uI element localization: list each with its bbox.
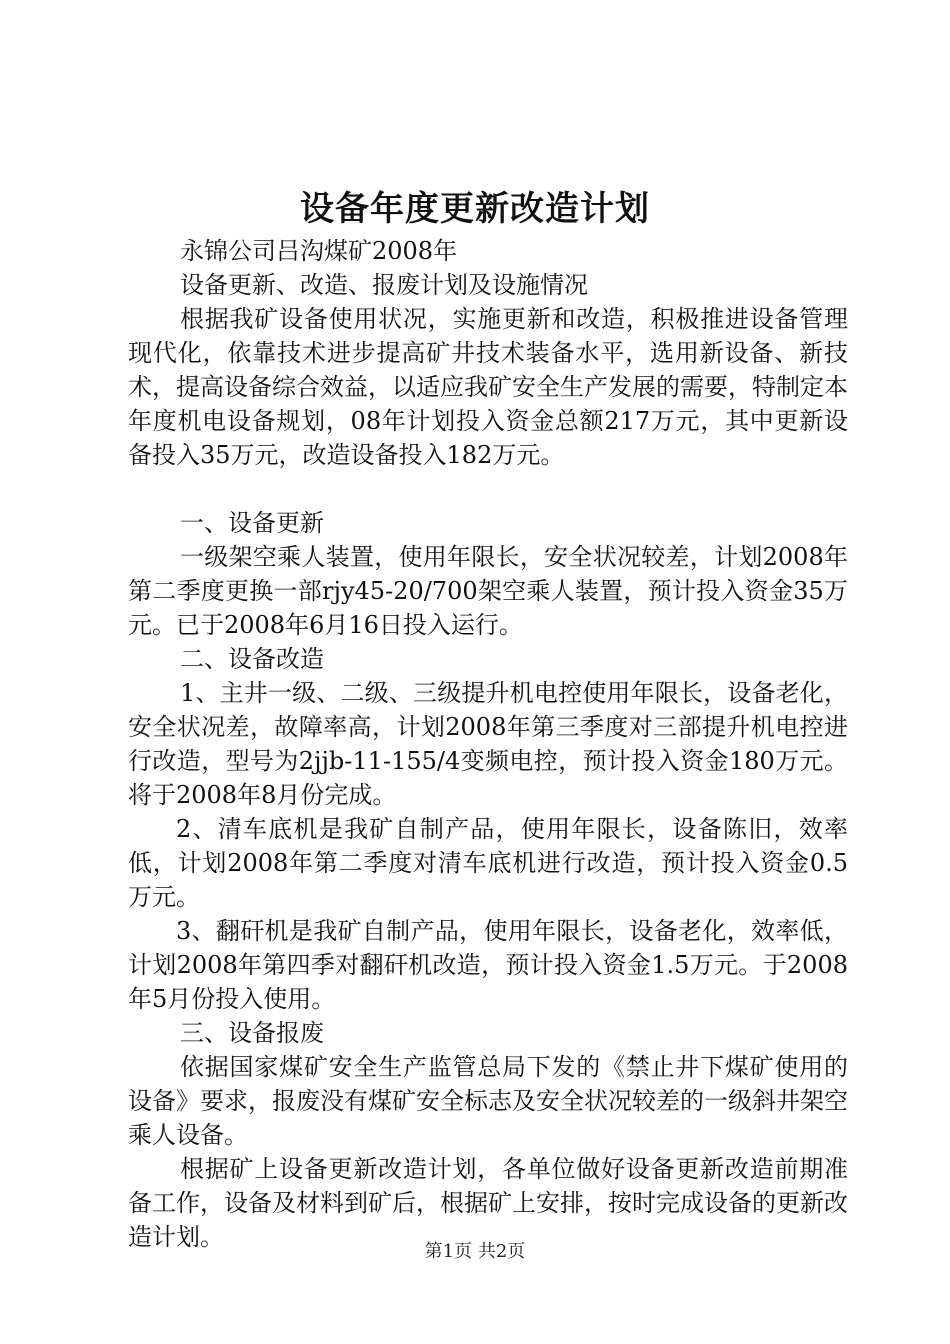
document-body bbox=[128, 234, 848, 1254]
section-heading-renovation: 二、设备改造 bbox=[180, 645, 324, 673]
section-heading-update: 一、设备更新 bbox=[180, 509, 324, 537]
paragraph-gap bbox=[128, 472, 848, 506]
intro-paragraph: 根据我矿设备使用状况，实施更新和改造，积极推进设备管理现代化，依靠技术进步提高矿井技术装备水平，选用新设备、新技术，提高设备综合效益，以适应我矿安全生产发展的需要，特制定本年度机电设备规划，08年计划投入资金总额217万元，其中更新设备投入35万元，改造设备投入182万元。 bbox=[128, 305, 848, 469]
closing-paragraph: 根据矿上设备更新改造计划，各单位做好设备更新改造前期准备工作，设备及材料到矿后，根据矿上安排，按时完成设备的更新改造计划。 bbox=[128, 1155, 848, 1251]
section-heading-scrap: 三、设备报废 bbox=[180, 1019, 324, 1047]
page-footer: 第1页 共2页 bbox=[424, 1241, 526, 1262]
renovation-item-2: 2、清车底机是我矿自制产品，使用年限长，设备陈旧，效率低，计划2008年第二季度对清车底机进行改造，预计投入资金0.5万元。 bbox=[128, 815, 848, 911]
renovation-item-1: 1、主井一级、二级、三级提升机电控使用年限长，设备老化，安全状况差，故障率高，计划2008年第三季度对三部提升机电控进行改造，型号为2jjb-11-155/4变频电控，预计投入资金180万元。将于2008年8月份完成。 bbox=[128, 679, 848, 809]
update-paragraph: 一级架空乘人装置，使用年限长，安全状况较差，计划2008年第二季度更换一部rjy45-20/700架空乘人装置，预计投入资金35万元。已于2008年6月16日投入运行。 bbox=[128, 543, 848, 639]
org-line: 永锦公司吕沟煤矿2008年 bbox=[180, 237, 458, 265]
page-title: 设备年度更新改造计划 bbox=[300, 189, 650, 229]
subtitle-line: 设备更新、改造、报废计划及设施情况 bbox=[180, 271, 588, 299]
renovation-item-3: 3、翻矸机是我矿自制产品，使用年限长，设备老化，效率低，计划2008年第四季对翻矸机改造，预计投入资金1.5万元。于2008年5月份投入使用。 bbox=[128, 917, 848, 1013]
scrap-paragraph: 依据国家煤矿安全生产监管总局下发的《禁止井下煤矿使用的设备》要求，报废没有煤矿安全标志及安全状况较差的一级斜井架空乘人设备。 bbox=[128, 1053, 848, 1149]
